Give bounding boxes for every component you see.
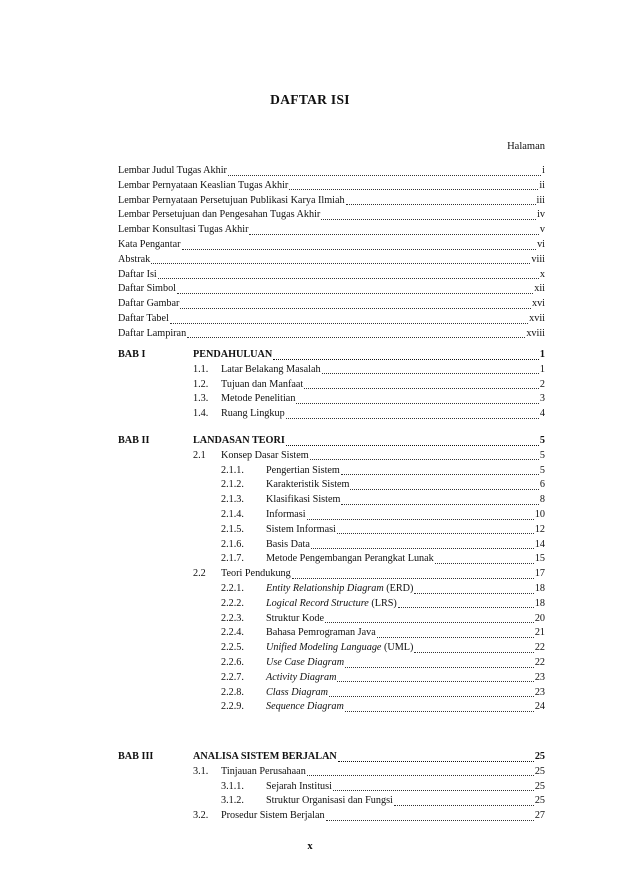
toc-entry-page: iv (537, 209, 545, 221)
subsection-entry (266, 508, 545, 521)
toc-entry-page: 25 (534, 751, 545, 762)
section-entry (221, 407, 545, 420)
dot-leader (182, 240, 537, 250)
toc-entry-page: 23 (534, 671, 545, 683)
dot-leader (311, 539, 534, 549)
toc-entry-page: ii (539, 179, 545, 191)
dot-leader (292, 569, 534, 579)
dot-leader (321, 210, 536, 220)
toc-entry-page: 15 (534, 553, 545, 565)
section-number: 1.4. (193, 408, 209, 420)
front-matter-entry (118, 194, 545, 207)
toc-entry-label: Lembar Persetujuan dan Pengesahan Tugas Akhir (118, 209, 321, 221)
toc-entry-label: Struktur Kode (266, 612, 325, 624)
toc-entry-page: xvi (531, 298, 545, 310)
section-number: 2.1.6. (221, 538, 244, 550)
front-matter-entry (118, 282, 545, 295)
toc-entry-page: 25 (534, 765, 545, 777)
dot-leader (187, 328, 525, 338)
toc-entry-label: Lembar Pernyataan Keaslian Tugas Akhir (118, 179, 289, 191)
dot-leader (414, 643, 533, 653)
dot-leader (345, 658, 534, 668)
dot-leader (345, 702, 534, 712)
section-number: 3.1.1. (221, 780, 244, 792)
dot-leader (158, 269, 539, 279)
front-matter-entry (118, 297, 545, 310)
toc-entry-label: Logical Record Structure (LRS) (266, 597, 397, 609)
toc-entry-label: Karakteristik Sistem (266, 479, 350, 491)
section-number: 2.2.1. (221, 583, 244, 594)
chapter-number: BAB I (118, 349, 146, 360)
dot-leader (322, 364, 539, 374)
toc-entry-label: Tujuan dan Manfaat (221, 378, 304, 390)
dot-leader (273, 350, 539, 360)
toc-entry-label: Entity Relationship Diagram (ERD) (266, 583, 414, 594)
dot-leader (289, 180, 538, 190)
toc-entry-page: 25 (534, 795, 545, 807)
dot-leader (304, 379, 539, 389)
toc-entry-page: 17 (534, 568, 545, 580)
toc-entry-label: Daftar Simbol (118, 283, 177, 295)
front-matter-entry (118, 164, 545, 177)
toc-entry-page: 21 (534, 627, 545, 639)
section-number: 2.2.4. (221, 627, 244, 639)
toc-entry-page: vi (537, 239, 545, 250)
front-matter-entry (118, 223, 545, 236)
front-matter-entry (118, 312, 545, 325)
toc-entry-page: 2 (539, 378, 545, 390)
toc-entry-label: Konsep Dasar Sistem (221, 449, 309, 461)
chapter-title (193, 434, 545, 447)
dot-leader (326, 811, 534, 821)
toc-entry-label: Sistem Informasi (266, 523, 336, 535)
toc-entry-page: 4 (539, 408, 545, 420)
dot-leader (346, 195, 536, 205)
subsection-entry (266, 641, 545, 654)
section-number: 3.1. (193, 765, 209, 777)
toc-entry-page: xii (534, 283, 545, 295)
toc-entry-label: Bahasa Pemrograman Java (266, 627, 376, 639)
subsection-entry (266, 582, 545, 595)
subsection-entry (266, 612, 545, 625)
section-number: 2.1.3. (221, 494, 244, 506)
toc-entry-label: Basis Data (266, 538, 310, 550)
dot-leader (310, 450, 539, 460)
toc-entry-page: 1 (539, 363, 545, 375)
subsection-entry (266, 700, 545, 713)
toc-entry-page: viii (531, 253, 545, 265)
toc-entry-page: xviii (526, 327, 545, 339)
chapter-number: BAB III (118, 751, 154, 762)
section-entry (221, 392, 545, 405)
subsection-entry (266, 780, 545, 793)
subsection-entry (266, 686, 545, 699)
toc-entry-page: 5 (539, 464, 545, 476)
subsection-entry (266, 493, 545, 506)
toc-entry-label: Abstrak (118, 253, 151, 265)
toc-entry-label: Unified Modeling Language (UML) (266, 642, 414, 654)
toc-entry-label-italic: Logical Record Structure (266, 597, 369, 609)
section-number: 2.2.7. (221, 671, 244, 683)
toc-entry-page: 27 (534, 810, 545, 822)
dot-leader (228, 166, 541, 176)
subsection-entry (266, 794, 545, 807)
section-number: 3.1.2. (221, 795, 244, 807)
dot-leader (286, 409, 539, 419)
dot-leader (333, 781, 534, 791)
section-number: 2.1.4. (221, 509, 244, 520)
section-number: 2.2.8. (221, 686, 244, 698)
dot-leader (337, 524, 534, 534)
section-number: 1.2. (193, 378, 209, 390)
dot-leader (180, 299, 531, 309)
front-matter-entry (118, 238, 545, 251)
toc-entry-page: 12 (534, 523, 545, 535)
toc-entry-label: Daftar Tabel (118, 313, 169, 324)
toc-entry-page: iii (536, 194, 545, 206)
page-title: DAFTAR ISI (270, 92, 350, 107)
toc-entry-label: Ruang Lingkup (221, 408, 285, 420)
toc-entry-label-italic: Sequence Diagram (266, 701, 344, 713)
dot-leader (394, 796, 534, 806)
toc-entry-label: Latar Belakang Masalah (221, 363, 321, 375)
toc-entry-label: Lembar Pernyataan Persetujuan Publikasi Karya Ilmiah (118, 194, 345, 206)
dot-leader (307, 510, 534, 520)
toc-entry-page: 14 (534, 538, 545, 550)
dot-leader (307, 766, 534, 776)
toc-entry-label-italic: Use Case Diagram (266, 657, 345, 668)
section-number: 2.2.2. (221, 597, 244, 609)
toc-entry-label: Klasifikasi Sistem (266, 494, 341, 506)
toc-entry-label: Daftar Gambar (118, 298, 180, 310)
chapter-title (193, 348, 545, 361)
dot-leader (377, 628, 534, 638)
dot-leader (325, 613, 534, 623)
toc-entry-label: Teori Pendukung (221, 568, 291, 580)
toc-entry-label: LANDASAN TEORI (193, 435, 285, 446)
subsection-entry (266, 523, 545, 536)
section-number: 2.2.6. (221, 657, 244, 668)
toc-entry-label: Pengertian Sistem (266, 464, 340, 476)
toc-entry-page: 18 (534, 597, 545, 609)
toc-entry-label: ANALISA SISTEM BERJALAN (193, 751, 337, 762)
toc-entry-label: Sejarah Institusi (266, 780, 332, 792)
toc-entry-label (266, 656, 344, 669)
subsection-entry (266, 478, 545, 491)
toc-entry-label (266, 686, 328, 699)
toc-entry-label: Lembar Konsultasi Tugas Akhir (118, 224, 249, 236)
subsection-entry (266, 656, 545, 669)
dot-leader (414, 584, 533, 594)
toc-entry-page: 5 (539, 449, 545, 461)
toc-entry-label: Daftar Lampiran (118, 327, 187, 339)
section-number: 3.2. (193, 810, 209, 822)
toc-entry-label: Informasi (266, 509, 306, 520)
toc-entry-label: PENDAHULUAN (193, 349, 273, 360)
section-number: 1.1. (193, 363, 209, 375)
dot-leader (170, 314, 528, 324)
section-number: 2.1.2. (221, 479, 244, 491)
toc-entry-label: Struktur Organisasi dan Fungsi (266, 795, 393, 807)
toc-entry-label: Metode Penelitian (221, 393, 296, 405)
dot-leader (249, 225, 538, 235)
front-matter-entry (118, 208, 545, 221)
subsection-entry (266, 626, 545, 639)
section-number: 2.2.9. (221, 701, 244, 713)
toc-entry-label-italic: Class Diagram (266, 686, 328, 698)
toc-entry-label-italic: Activity Diagram (266, 671, 337, 683)
section-number: 2.1 (193, 449, 206, 461)
front-matter-entry (118, 268, 545, 281)
section-number: 2.2 (193, 568, 206, 580)
section-number: 1.3. (193, 393, 209, 405)
toc-entry-label: Metode Pengembangan Perangkat Lunak (266, 553, 434, 565)
chapter-title (193, 750, 545, 763)
front-matter-entry (118, 327, 545, 340)
dot-leader (398, 598, 534, 608)
section-number: 2.1.7. (221, 553, 244, 565)
dot-leader (286, 436, 539, 446)
toc-entry-page: x (539, 268, 545, 280)
dot-leader (296, 394, 538, 404)
toc-entry-page: 20 (534, 612, 545, 624)
toc-entry-label (266, 671, 336, 684)
page-number: x (307, 841, 313, 852)
dot-leader (151, 254, 530, 264)
subsection-entry (266, 552, 545, 565)
section-entry (221, 363, 545, 376)
toc-entry-page: 25 (534, 780, 545, 792)
section-number: 2.1.5. (221, 523, 244, 535)
section-number: 2.1.1. (221, 464, 244, 476)
toc-entry-label-italic: Entity Relationship Diagram (266, 583, 384, 594)
toc-entry-page: 5 (539, 435, 545, 446)
toc-entry-page: 18 (534, 583, 545, 594)
chapter-number: BAB II (118, 435, 150, 446)
toc-entry-page: i (542, 165, 545, 176)
toc-entry-page: v (539, 224, 545, 236)
toc-entry-page: xvii (529, 313, 545, 324)
toc-entry-page: 22 (534, 657, 545, 668)
dot-leader (337, 672, 533, 682)
dot-leader (341, 495, 538, 505)
toc-entry-label: Daftar Isi (118, 268, 157, 280)
front-matter-entry (118, 179, 545, 192)
section-entry (221, 809, 545, 822)
section-number: 2.2.5. (221, 642, 244, 654)
toc-entry-page: 6 (539, 479, 545, 491)
toc-entry-page: 23 (534, 686, 545, 698)
section-entry (221, 449, 545, 462)
toc-entry-label: Tinjauan Perusahaan (221, 765, 306, 777)
dot-leader (177, 284, 533, 294)
dot-leader (338, 752, 534, 762)
halaman-header: Halaman (507, 141, 545, 152)
subsection-entry (266, 597, 545, 610)
front-matter-entry (118, 253, 545, 266)
dot-leader (341, 465, 539, 475)
dot-leader (350, 480, 538, 490)
toc-entry-label: Prosedur Sistem Berjalan (221, 810, 325, 822)
toc-entry-page: 10 (534, 509, 545, 520)
section-entry (221, 378, 545, 391)
toc-entry-label: Kata Pengantar (118, 239, 181, 250)
subsection-entry (266, 671, 545, 684)
toc-entry-page: 24 (534, 701, 545, 713)
subsection-entry (266, 538, 545, 551)
toc-entry-label: Lembar Judul Tugas Akhir (118, 165, 227, 176)
toc-entry-label-italic: Unified Modeling Language (266, 642, 382, 654)
toc-entry-page: 3 (539, 393, 545, 405)
toc-entry-page: 22 (534, 642, 545, 654)
subsection-entry (266, 464, 545, 477)
section-entry (221, 567, 545, 580)
section-entry (221, 765, 545, 778)
toc-entry-page: 8 (539, 494, 545, 506)
toc-entry-label (266, 700, 344, 713)
dot-leader (435, 554, 534, 564)
toc-entry-page: 1 (539, 349, 545, 360)
dot-leader (329, 687, 534, 697)
section-number: 2.2.3. (221, 612, 244, 624)
